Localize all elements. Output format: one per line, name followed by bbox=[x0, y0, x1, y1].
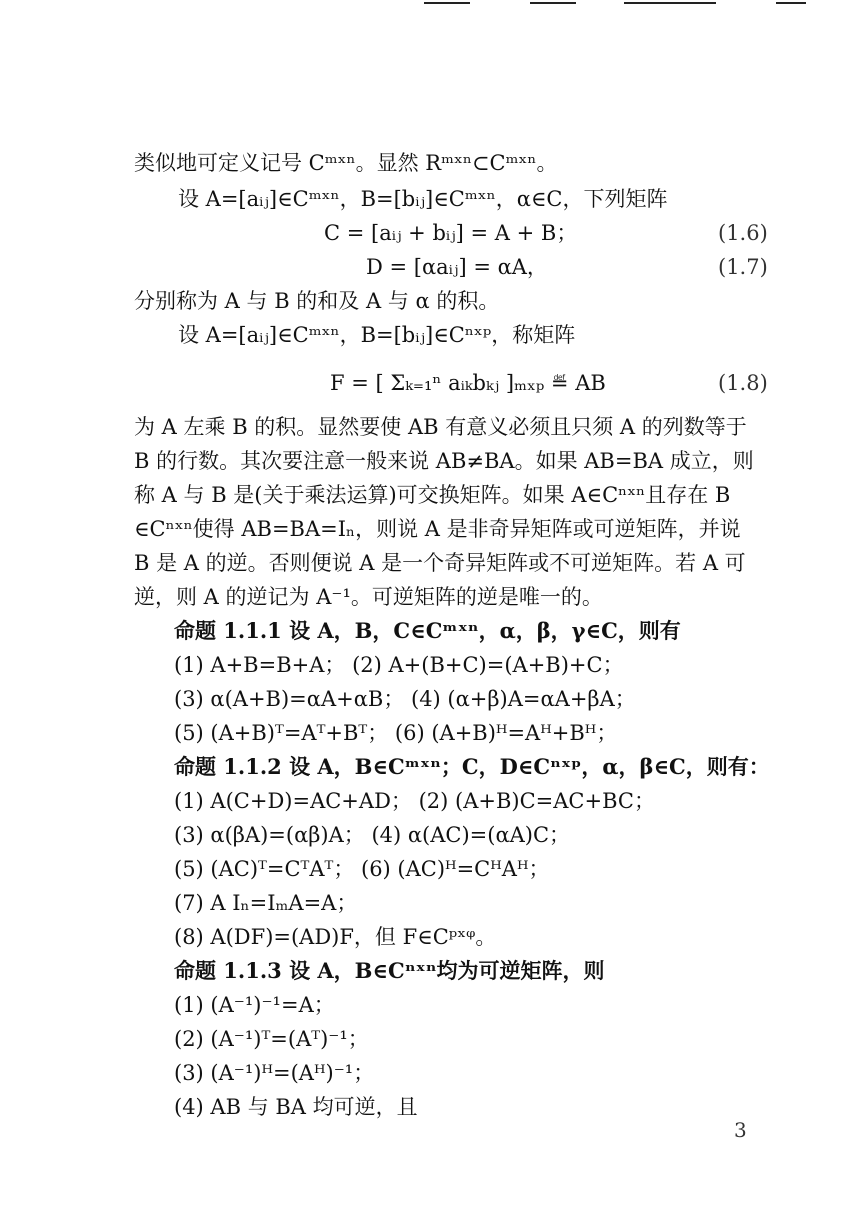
equation-1-7: D = [αaᵢⱼ] = αA， bbox=[366, 255, 548, 279]
text-line: 设 A=[aᵢⱼ]∈Cᵐˣⁿ，B=[bᵢⱼ]∈Cᵐˣⁿ，α∈C，下列矩阵 bbox=[178, 187, 668, 211]
text-line: (1) (A⁻¹)⁻¹=A； bbox=[174, 993, 335, 1017]
text-line: 设 A=[aᵢⱼ]∈Cᵐˣⁿ，B=[bᵢⱼ]∈Cⁿˣᵖ，称矩阵 bbox=[178, 323, 576, 347]
text-line: 为 A 左乘 B 的积。显然要使 AB 有意义必须且只须 A 的列数等于 bbox=[134, 415, 747, 439]
proposition-heading: 命题 1.1.2 设 A，B∈Cᵐˣⁿ；C，D∈Cⁿˣᵖ，α，β∈C，则有： bbox=[174, 754, 770, 779]
equation-number: (1.7) bbox=[718, 255, 768, 279]
text-line: (4) AB 与 BA 均可逆，且 bbox=[174, 1095, 418, 1119]
text-line: 逆，则 A 的逆记为 A⁻¹。可逆矩阵的逆是唯一的。 bbox=[134, 585, 603, 609]
equation-1-6: C = [aᵢⱼ + bᵢⱼ] = A + B； bbox=[324, 221, 578, 245]
text-line: (1) A+B=B+A； (2) A+(B+C)=(A+B)+C； bbox=[174, 653, 624, 677]
text-line: B 是 A 的逆。否则便说 A 是一个奇异矩阵或不可逆矩阵。若 A 可 bbox=[134, 551, 746, 575]
proposition-heading: 命题 1.1.3 设 A，B∈Cⁿˣⁿ均为可逆矩阵，则 bbox=[174, 958, 605, 983]
text-line: ∈Cⁿˣⁿ使得 AB=BA=Iₙ，则说 A 是非奇异矩阵或可逆矩阵，并说 bbox=[134, 517, 741, 541]
text-line: 称 A 与 B 是(关于乘法运算)可交换矩阵。如果 A∈Cⁿˣⁿ且存在 B bbox=[134, 483, 731, 507]
proposition-heading: 命题 1.1.1 设 A，B，C∈Cᵐˣⁿ，α，β，γ∈C，则有 bbox=[174, 618, 681, 643]
equation-number: (1.6) bbox=[718, 221, 768, 245]
text-line: (5) (A+B)ᵀ=Aᵀ+Bᵀ； (6) (A+B)ᴴ=Aᴴ+Bᴴ； bbox=[174, 721, 618, 745]
text-line: (3) α(A+B)=αA+αB； (4) (α+β)A=αA+βA； bbox=[174, 687, 636, 711]
page-number: 3 bbox=[734, 1118, 747, 1142]
header-rules bbox=[0, 0, 868, 6]
text-line: (2) (A⁻¹)ᵀ=(Aᵀ)⁻¹； bbox=[174, 1027, 369, 1051]
text-line: B 的行数。其次要注意一般来说 AB≠BA。如果 AB=BA 成立，则 bbox=[134, 449, 754, 473]
text-line: (7) A Iₙ=IₘA=A； bbox=[174, 891, 358, 915]
text-line: (1) A(C+D)=AC+AD； (2) (A+B)C=AC+BC； bbox=[174, 789, 655, 813]
equation-number: (1.8) bbox=[718, 371, 768, 395]
equation-1-8: F = [ Σₖ₌₁ⁿ aᵢₖbₖⱼ ]ₘₓₚ ≝ AB bbox=[330, 371, 606, 395]
text-line: (5) (AC)ᵀ=CᵀAᵀ； (6) (AC)ᴴ=CᴴAᴴ； bbox=[174, 857, 550, 881]
text-line: (3) (A⁻¹)ᴴ=(Aᴴ)⁻¹； bbox=[174, 1061, 375, 1085]
text-line: (3) α(βA)=(αβ)A； (4) α(AC)=(αA)C； bbox=[174, 823, 571, 847]
text-line: 分别称为 A 与 B 的和及 A 与 α 的积。 bbox=[134, 289, 500, 313]
text-line: (8) A(DF)=(AD)F，但 F∈Cᵖˣᵠ。 bbox=[174, 925, 497, 949]
text-line: 类似地可定义记号 Cᵐˣⁿ。显然 Rᵐˣⁿ⊂Cᵐˣⁿ。 bbox=[134, 151, 558, 175]
